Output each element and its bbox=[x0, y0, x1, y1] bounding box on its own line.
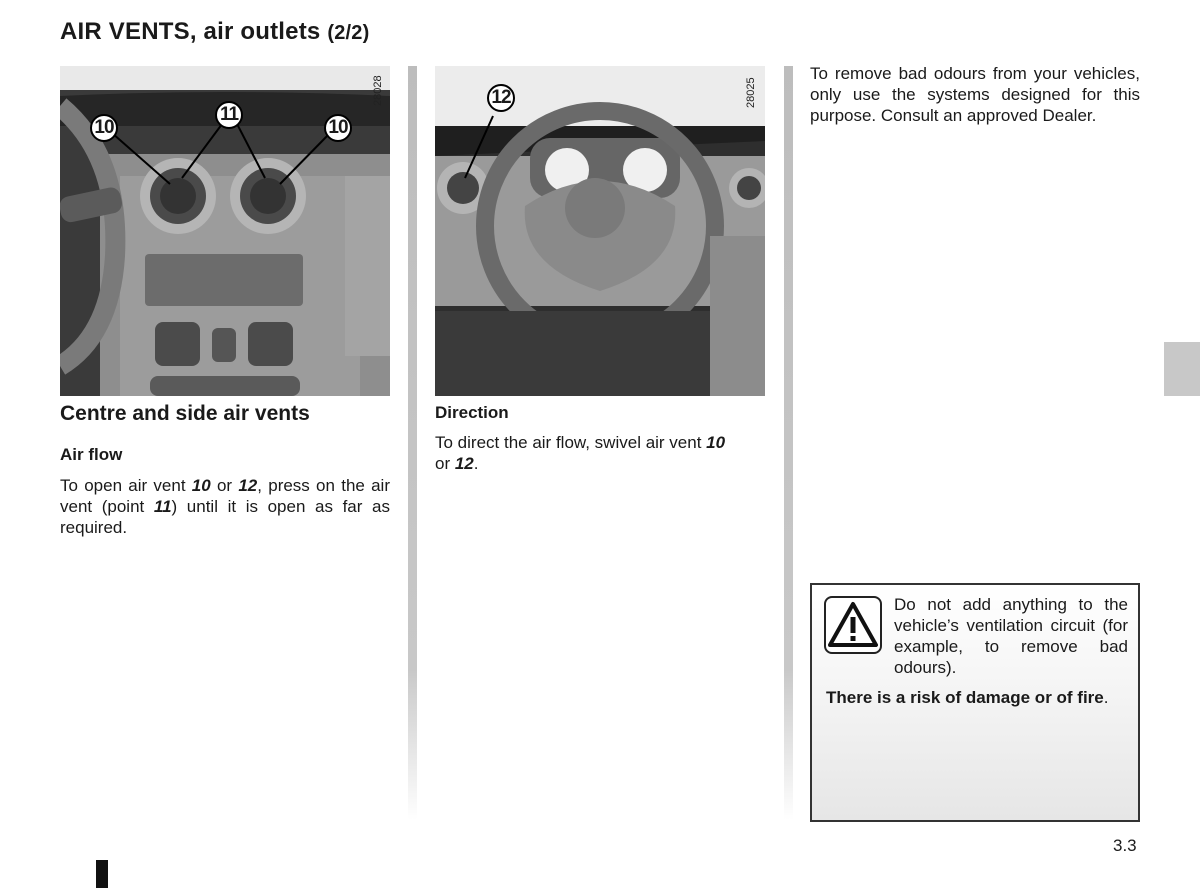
figure-centre-vents bbox=[60, 66, 390, 396]
callout-10-left: 10 bbox=[90, 114, 118, 142]
page-title-text: AIR VENTS, air outlets bbox=[60, 18, 321, 45]
warning-text: Do not add anything to the vehicle’s ventilation circuit (for example, to remove bad odours). bbox=[894, 595, 1128, 677]
corner-mark bbox=[96, 860, 108, 888]
column-divider-1 bbox=[408, 66, 417, 820]
figure-side-vent bbox=[435, 66, 765, 396]
chapter-tab bbox=[1164, 342, 1200, 396]
callout-12: 12 bbox=[487, 84, 515, 112]
subheading-air-flow: Air flow bbox=[60, 445, 123, 464]
callout-11: 11 bbox=[215, 101, 243, 129]
figure-code: 28025 bbox=[745, 77, 757, 108]
warning-triangle-icon bbox=[824, 596, 882, 654]
page-title bbox=[60, 18, 369, 46]
air-flow-paragraph: To open air vent 10 or 12, press on the air vent (point 11) until it is open as far as required. bbox=[60, 476, 390, 537]
direction-paragraph: To direct the air flow, swivel air vent 10 or 12. bbox=[435, 433, 726, 473]
odours-paragraph: To remove bad odours from your vehicles, only use the systems designed for this purpose. Consult an approved Dealer. bbox=[810, 64, 1140, 125]
warning-box bbox=[810, 583, 1140, 822]
warning-risk-text: There is a risk of damage or of fire. bbox=[826, 688, 1109, 707]
figure-code: 28028 bbox=[372, 75, 384, 106]
callout-10-right: 10 bbox=[324, 114, 352, 142]
subheading-direction: Direction bbox=[435, 403, 509, 422]
section-heading: Centre and side air vents bbox=[60, 402, 310, 425]
page-number: 3.3 bbox=[1113, 836, 1137, 855]
page-title-suffix: (2/2) bbox=[327, 22, 370, 44]
column-divider-2 bbox=[784, 66, 793, 820]
